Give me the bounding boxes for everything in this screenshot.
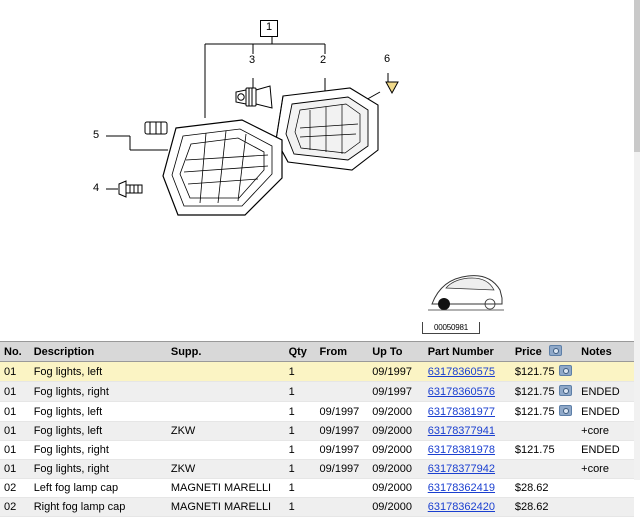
col-header-qty[interactable]: Qty [285, 342, 316, 362]
price-value: $121.75 [514, 444, 555, 456]
cell-no: 01 [0, 402, 30, 422]
cell-price [511, 479, 577, 498]
table-row[interactable] [0, 479, 634, 498]
cell-notes: +core [577, 460, 634, 479]
cell-supp: ZKW [167, 422, 285, 441]
camera-icon[interactable] [559, 385, 572, 396]
table-row[interactable] [0, 498, 634, 517]
cell-price [511, 441, 577, 460]
cell-from [316, 382, 369, 402]
col-header-from[interactable]: From [316, 342, 369, 362]
cell-upto: 09/2000 [368, 460, 424, 479]
camera-icon[interactable] [559, 405, 572, 416]
cell-from [316, 362, 369, 382]
col-header-description[interactable]: Description [30, 342, 167, 362]
cell-supp [167, 362, 285, 382]
table-row[interactable] [0, 422, 634, 441]
cell-qty: 1 [285, 460, 316, 479]
cell-description: Fog lights, left [30, 362, 167, 382]
table-row[interactable] [0, 382, 634, 402]
cell-description: Fog lights, right [30, 382, 167, 402]
warning-triangle-icon [386, 82, 398, 93]
cell-notes [577, 498, 634, 517]
cell-no: 02 [0, 479, 30, 498]
part-number-link[interactable]: 63178381977 [427, 405, 496, 418]
callout-5: 5 [93, 129, 100, 141]
cell-part-number[interactable] [424, 402, 511, 422]
part-number-link[interactable]: 63178381978 [427, 444, 496, 456]
part-number-link[interactable]: 63178360576 [427, 385, 496, 398]
cell-price [511, 498, 577, 517]
price-value: $121.75 [514, 386, 555, 398]
col-header-price[interactable] [511, 342, 577, 362]
col-header-price-label: Price [514, 346, 542, 358]
cell-qty: 1 [285, 362, 316, 382]
cell-upto: 09/2000 [368, 441, 424, 460]
cell-supp: ZKW [167, 460, 285, 479]
price-value: $121.75 [514, 366, 555, 378]
cell-qty: 1 [285, 498, 316, 517]
cell-no: 01 [0, 441, 30, 460]
cell-upto: 09/2000 [368, 422, 424, 441]
part-number-link[interactable]: 63178377941 [427, 425, 496, 437]
cell-price [511, 382, 577, 402]
col-header-no[interactable]: No. [0, 342, 30, 362]
camera-icon [549, 345, 562, 356]
col-header-notes[interactable]: Notes [577, 342, 634, 362]
cell-no: 01 [0, 422, 30, 441]
cell-price [511, 422, 577, 441]
cell-qty: 1 [285, 422, 316, 441]
cell-part-number[interactable] [424, 460, 511, 479]
cell-description: Right fog lamp cap [30, 498, 167, 517]
cell-notes: ENDED [577, 402, 634, 422]
cell-price [511, 460, 577, 479]
cell-notes: +core [577, 422, 634, 441]
cell-supp: MAGNETI MARELLI [167, 479, 285, 498]
table-row[interactable] [0, 402, 634, 422]
cell-upto: 09/2000 [368, 498, 424, 517]
table-row[interactable] [0, 441, 634, 460]
cell-price [511, 362, 577, 382]
cell-description: Fog lights, left [30, 402, 167, 422]
cell-from: 09/1997 [316, 422, 369, 441]
cell-from: 09/1997 [316, 441, 369, 460]
cell-no: 01 [0, 382, 30, 402]
cell-qty: 1 [285, 441, 316, 460]
part-number-link[interactable]: 63178362420 [427, 501, 496, 513]
vertical-scrollbar-thumb[interactable] [634, 0, 640, 152]
cell-price [511, 402, 577, 422]
cell-qty: 1 [285, 402, 316, 422]
callout-4: 4 [93, 182, 100, 194]
cell-no: 02 [0, 498, 30, 517]
parts-table [0, 341, 634, 517]
cell-description: Fog lights, right [30, 441, 167, 460]
cell-from: 09/1997 [316, 460, 369, 479]
part-number-link[interactable]: 63178360575 [427, 365, 496, 378]
cell-notes: ENDED [577, 441, 634, 460]
callout-3: 3 [249, 54, 256, 66]
cell-part-number[interactable] [424, 422, 511, 441]
cell-description: Fog lights, left [30, 422, 167, 441]
cell-supp [167, 382, 285, 402]
cell-notes [577, 479, 634, 498]
table-row[interactable] [0, 362, 634, 382]
col-header-part-number[interactable]: Part Number [424, 342, 511, 362]
table-header-row [0, 342, 634, 362]
callout-6: 6 [384, 53, 391, 65]
cell-upto: 09/1997 [368, 362, 424, 382]
cell-upto: 09/1997 [368, 382, 424, 402]
cell-notes [577, 362, 634, 382]
cell-supp [167, 402, 285, 422]
price-value: $28.62 [514, 482, 549, 494]
price-value: $121.75 [514, 406, 555, 418]
cell-description: Fog lights, right [30, 460, 167, 479]
callout-1: 1 [260, 20, 278, 37]
col-header-upto[interactable]: Up To [368, 342, 424, 362]
camera-icon[interactable] [559, 365, 572, 376]
cell-description: Left fog lamp cap [30, 479, 167, 498]
price-value: $28.62 [514, 501, 549, 513]
vertical-scrollbar-track[interactable] [634, 0, 640, 480]
col-header-supp[interactable]: Supp. [167, 342, 285, 362]
cell-part-number[interactable] [424, 498, 511, 517]
callout-2: 2 [320, 54, 327, 66]
cell-from [316, 498, 369, 517]
cell-supp [167, 441, 285, 460]
cell-part-number[interactable] [424, 382, 511, 402]
cell-notes: ENDED [577, 382, 634, 402]
cell-from: 09/1997 [316, 402, 369, 422]
cell-no: 01 [0, 362, 30, 382]
car-thumbnail-caption: 00050981 [422, 322, 480, 334]
cell-from [316, 479, 369, 498]
table-body [0, 362, 634, 517]
cell-part-number[interactable] [424, 479, 511, 498]
cell-part-number[interactable] [424, 441, 511, 460]
table-row[interactable] [0, 460, 634, 479]
cell-part-number[interactable] [424, 362, 511, 382]
cell-no: 01 [0, 460, 30, 479]
cell-qty: 1 [285, 479, 316, 498]
cell-upto: 09/2000 [368, 479, 424, 498]
part-number-link[interactable]: 63178377942 [427, 463, 496, 475]
cell-qty: 1 [285, 382, 316, 402]
cell-supp: MAGNETI MARELLI [167, 498, 285, 517]
cell-upto: 09/2000 [368, 402, 424, 422]
part-number-link[interactable]: 63178362419 [427, 482, 496, 494]
